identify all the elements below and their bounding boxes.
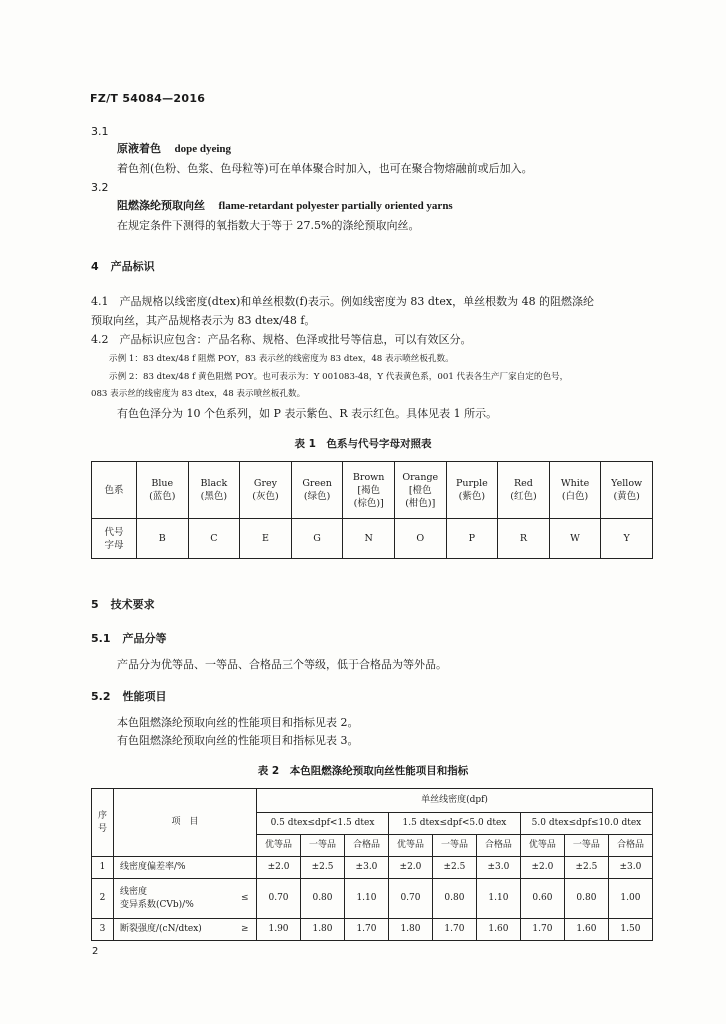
page-number: 2 [92, 946, 99, 957]
section-heading-4 [91, 258, 155, 274]
header-grade: 合格品 [476, 835, 520, 857]
definition-3-2: 在规定条件下测得的氧指数大于等于 27.5%的涤纶预取向丝。 [117, 219, 420, 232]
cell-value: 0.70 [388, 879, 432, 919]
table-row [92, 857, 653, 879]
cell-value: 1.80 [388, 919, 432, 941]
cell-seq: 1 [92, 857, 114, 879]
header-item: 项 目 [114, 789, 257, 857]
section-number-3-2: 3.2 [91, 181, 109, 194]
paragraph-5-1: 产品分为优等品、一等品、合格品三个等级，低于合格品为等外品。 [117, 658, 447, 671]
cell-value: 1.70 [520, 919, 564, 941]
color-en: Blue [151, 478, 174, 489]
code-cell: Y [601, 519, 653, 559]
color-cn: (紫色) [458, 491, 486, 502]
cell-value: ±2.0 [388, 857, 432, 879]
term-en: dope dyeing [174, 143, 232, 155]
code-cell: G [291, 519, 343, 559]
code-cell: C [188, 519, 240, 559]
color-en: Brown [352, 471, 385, 483]
cell-value: 1.00 [608, 879, 652, 919]
cell-seq: 3 [92, 919, 114, 941]
cell-value: 1.50 [608, 919, 652, 941]
color-code-table [91, 461, 653, 559]
table-row [92, 462, 653, 519]
color-en: White [560, 478, 590, 489]
color-cell [188, 462, 240, 519]
header-range: 0.5 dtex≤dpf<1.5 dtex [257, 813, 389, 835]
header-grade: 合格品 [608, 835, 652, 857]
cell-value: ±2.5 [301, 857, 345, 879]
header-seq [92, 789, 114, 857]
color-cn-alt: (棕色)] [353, 497, 384, 509]
color-en: Purple [455, 478, 488, 489]
cell-compare: ≥ [234, 919, 257, 941]
header-grade: 一等品 [432, 835, 476, 857]
row-header-color: 色系 [92, 462, 137, 519]
header-line: 号 [97, 823, 107, 834]
code-cell: W [549, 519, 601, 559]
cell-value: 1.70 [432, 919, 476, 941]
row-header-line: 代号 [104, 526, 124, 538]
table-row [92, 919, 653, 941]
color-cn: (白色) [561, 491, 589, 502]
term-cn: 阻燃涤纶预取向丝 [117, 199, 205, 212]
color-cell [446, 462, 498, 519]
section-number: 5.1 [91, 632, 111, 645]
header-grade: 合格品 [344, 835, 388, 857]
color-en: Orange [402, 471, 439, 483]
color-cell [343, 462, 395, 519]
document-header: FZ/T 54084—2016 [90, 92, 206, 105]
table-row [92, 519, 653, 559]
color-cell [137, 462, 189, 519]
color-cn: (红色) [510, 491, 537, 502]
example-1: 示例 1：83 dtex/48 f 阻燃 POY，83 表示丝的线密度为 83 dtex，48 表示喷丝板孔数。 [109, 354, 454, 364]
color-en: Black [200, 478, 228, 489]
cell-value: 0.60 [520, 879, 564, 919]
definition-3-1: 着色剂(色粉、色浆、色母粒等)可在单体聚合时加入，也可在聚合物熔融前或后加入。 [117, 162, 533, 175]
header-range: 1.5 dtex≤dpf<5.0 dtex [388, 813, 520, 835]
cell-value: ±3.0 [344, 857, 388, 879]
cell-item-line: 变异系数(CVb)/% [120, 899, 194, 910]
cell-item: 线密度偏差率/% [114, 857, 257, 879]
header-grade: 一等品 [564, 835, 608, 857]
row-header-line: 字母 [104, 539, 124, 551]
cell-value: ±2.0 [257, 857, 301, 879]
cell-item: 断裂强度/(cN/dtex) [114, 919, 234, 941]
header-grade: 优等品 [520, 835, 564, 857]
code-cell: N [343, 519, 395, 559]
section-heading-5-1 [91, 630, 167, 646]
header-grade: 优等品 [388, 835, 432, 857]
section-number: 4 [91, 260, 99, 273]
cell-value: 1.10 [344, 879, 388, 919]
section-title: 技术要求 [110, 598, 155, 611]
paragraph-5-2-line2: 有色阻燃涤纶预取向丝的性能项目和指标见表 3。 [117, 734, 359, 747]
color-en: Grey [253, 478, 278, 489]
section-heading-5 [91, 596, 155, 612]
color-cell [498, 462, 550, 519]
cell-value: 0.70 [257, 879, 301, 919]
section-heading-5-2 [91, 688, 167, 704]
cell-value: ±2.5 [564, 857, 608, 879]
cell-seq: 2 [92, 879, 114, 919]
paragraph-4-2: 4.2 产品标识应包含：产品名称、规格、色泽或批号等信息，可以有效区分。 [91, 333, 472, 346]
header-grade: 一等品 [301, 835, 345, 857]
cell-value: 1.10 [476, 879, 520, 919]
term-3-1 [117, 142, 231, 156]
section-title: 性能项目 [122, 690, 167, 703]
code-cell: E [240, 519, 292, 559]
cell-item-line: 线密度 [120, 886, 148, 897]
table-row [92, 789, 653, 813]
color-cell [394, 462, 446, 519]
color-cn: [橙色 [408, 484, 432, 496]
paragraph-4-1-line2: 预取向丝，其产品规格表示为 83 dtex/48 f。 [91, 314, 316, 327]
section-number: 5.2 [91, 690, 111, 703]
cell-value: 1.80 [301, 919, 345, 941]
paragraph-4-1-line1: 4.1 产品规格以线密度(dtex)和单丝根数(f)表示。例如线密度为 83 dtex，单丝根数为 48 的阻燃涤纶 [91, 295, 595, 308]
cell-value: 1.60 [476, 919, 520, 941]
color-en: Red [514, 478, 533, 489]
cell-value: 0.80 [301, 879, 345, 919]
cell-value: ±3.0 [476, 857, 520, 879]
color-cn: (绿色) [303, 491, 331, 502]
cell-value: ±3.0 [608, 857, 652, 879]
cell-value: 1.60 [564, 919, 608, 941]
term-3-2 [117, 199, 453, 213]
cell-value: 0.80 [432, 879, 476, 919]
code-cell: O [394, 519, 446, 559]
code-cell: B [137, 519, 189, 559]
example-2-line2: 083 表示丝的线密度为 83 dtex，48 表示喷丝板孔数。 [91, 389, 306, 399]
section-number: 5 [91, 598, 99, 611]
term-en: flame-retardant polyester partially oriented yarns [218, 200, 453, 212]
term-cn: 原液着色 [117, 142, 161, 155]
color-cn: (灰色) [252, 491, 279, 502]
header-grade: 优等品 [257, 835, 301, 857]
color-en: Yellow [611, 478, 643, 489]
color-cn-alt: (柑色)] [405, 497, 436, 509]
code-cell: P [446, 519, 498, 559]
section-number-3-1: 3.1 [91, 125, 109, 138]
header-range: 5.0 dtex≤dpf≤10.0 dtex [520, 813, 652, 835]
code-cell: R [498, 519, 550, 559]
example-2-line1: 示例 2：83 dtex/48 f 黄色阻燃 POY。也可表示为：Y 001083-48，Y 代表黄色系，001 代表各生产厂家自定的色号， [109, 372, 569, 382]
cell-item [114, 879, 234, 919]
cell-value: 1.90 [257, 919, 301, 941]
color-cn: [褐色 [357, 484, 381, 496]
color-cn: (蓝色) [149, 491, 176, 502]
color-en: Green [302, 478, 332, 489]
performance-table [91, 788, 653, 941]
section-title: 产品标识 [110, 260, 155, 273]
header-line: 序 [97, 810, 107, 821]
cell-compare: ≤ [234, 879, 257, 919]
section-title: 产品分等 [122, 632, 167, 645]
cell-value: ±2.5 [432, 857, 476, 879]
table-2-caption: 表 2 本色阻燃涤纶预取向丝性能项目和指标 [257, 765, 469, 777]
color-cell [240, 462, 292, 519]
row-header-code [92, 519, 137, 559]
paragraph-5-2-line1: 本色阻燃涤纶预取向丝的性能项目和指标见表 2。 [117, 716, 359, 729]
cell-value: 1.70 [344, 919, 388, 941]
color-cn: (黑色) [200, 491, 228, 502]
table-1-caption: 表 1 色系与代号字母对照表 [294, 438, 432, 450]
cell-value: 0.80 [564, 879, 608, 919]
cell-value: ±2.0 [520, 857, 564, 879]
header-group: 单丝线密度(dpf) [257, 789, 653, 813]
color-cell [549, 462, 601, 519]
table-row [92, 879, 653, 919]
color-cell [291, 462, 343, 519]
color-cell [601, 462, 653, 519]
color-cn: (黄色) [613, 491, 640, 502]
color-series-note: 有色色泽分为 10 个色系列，如 P 表示紫色、R 表示红色。具体见表 1 所示。 [117, 407, 498, 420]
